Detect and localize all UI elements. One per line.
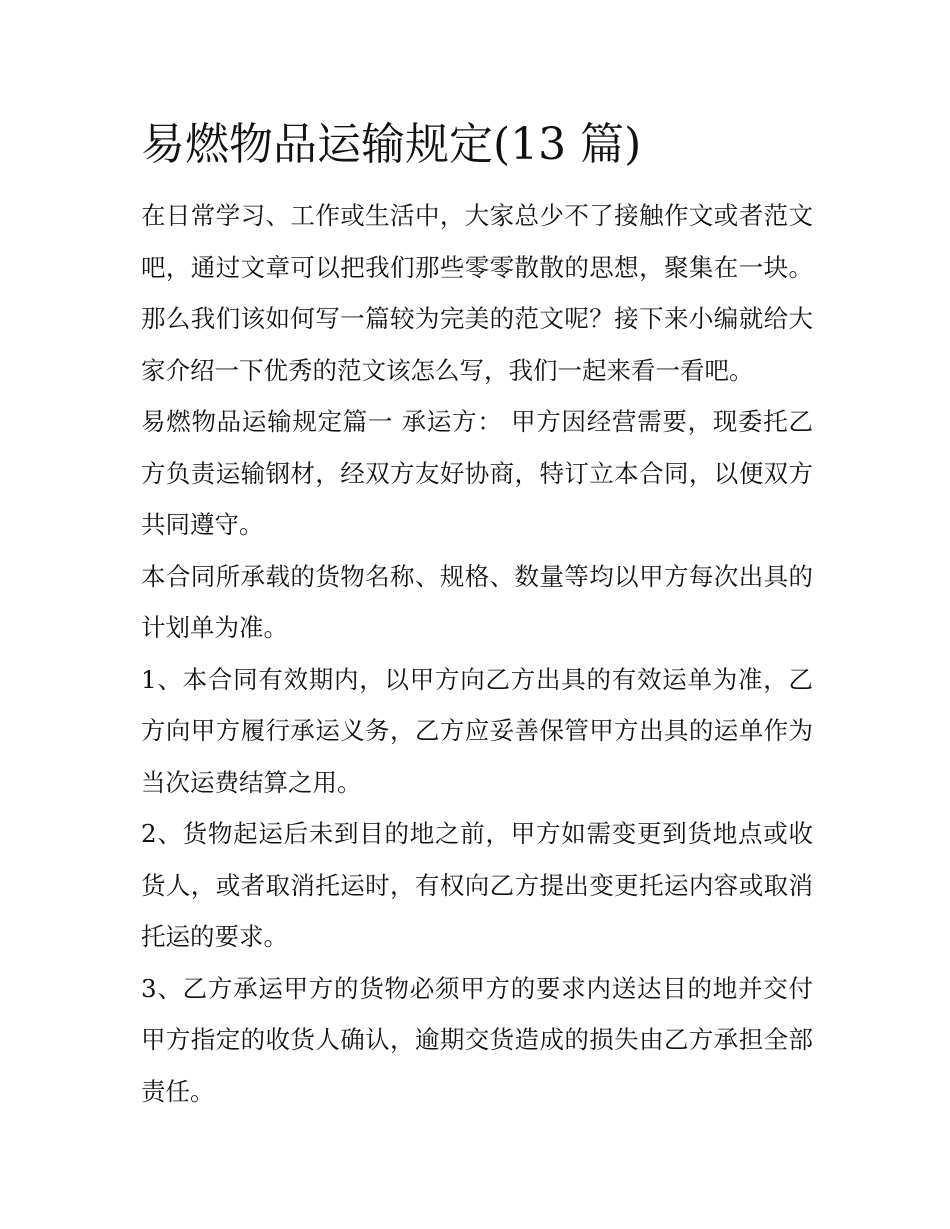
paragraph-part-one: 易燃物品运输规定篇一 承运方： 甲方因经营需要，现委托乙方负责运输钢材，经双方友好协商，特订立本合同，以便双方共同遵守。 bbox=[141, 407, 813, 539]
document-body bbox=[141, 190, 813, 1117]
clause-2: 2、货物起运后未到目的地之前，甲方如需变更到货地点或收货人，或者取消托运时，有权向乙方提出变更托运内容或取消托运的要求。 bbox=[141, 819, 813, 951]
paragraph-goods-scope: 本合同所承载的货物名称、规格、数量等均以甲方每次出具的计划单为准。 bbox=[141, 561, 813, 642]
intro-paragraph: 在日常学习、工作或生活中，大家总少不了接触作文或者范文吧，通过文章可以把我们那些零零散散的思想，聚集在一块。那么我们该如何写一篇较为完美的范文呢？接下来小编就给大家介绍一下优秀的范文该怎么写，我们一起来看一看吧。 bbox=[141, 201, 813, 385]
clause-3: 3、乙方承运甲方的货物必须甲方的要求内送达目的地并交付甲方指定的收货人确认，逾期交货造成的损失由乙方承担全部责任。 bbox=[141, 973, 813, 1106]
clause-1: 1、本合同有效期内，以甲方向乙方出具的有效运单为准，乙方向甲方履行承运义务，乙方应妥善保管甲方出具的运单作为当次运费结算之用。 bbox=[141, 664, 813, 797]
document-page bbox=[141, 112, 813, 1117]
document-title: 易燃物品运输规定(13 篇) bbox=[141, 119, 642, 170]
